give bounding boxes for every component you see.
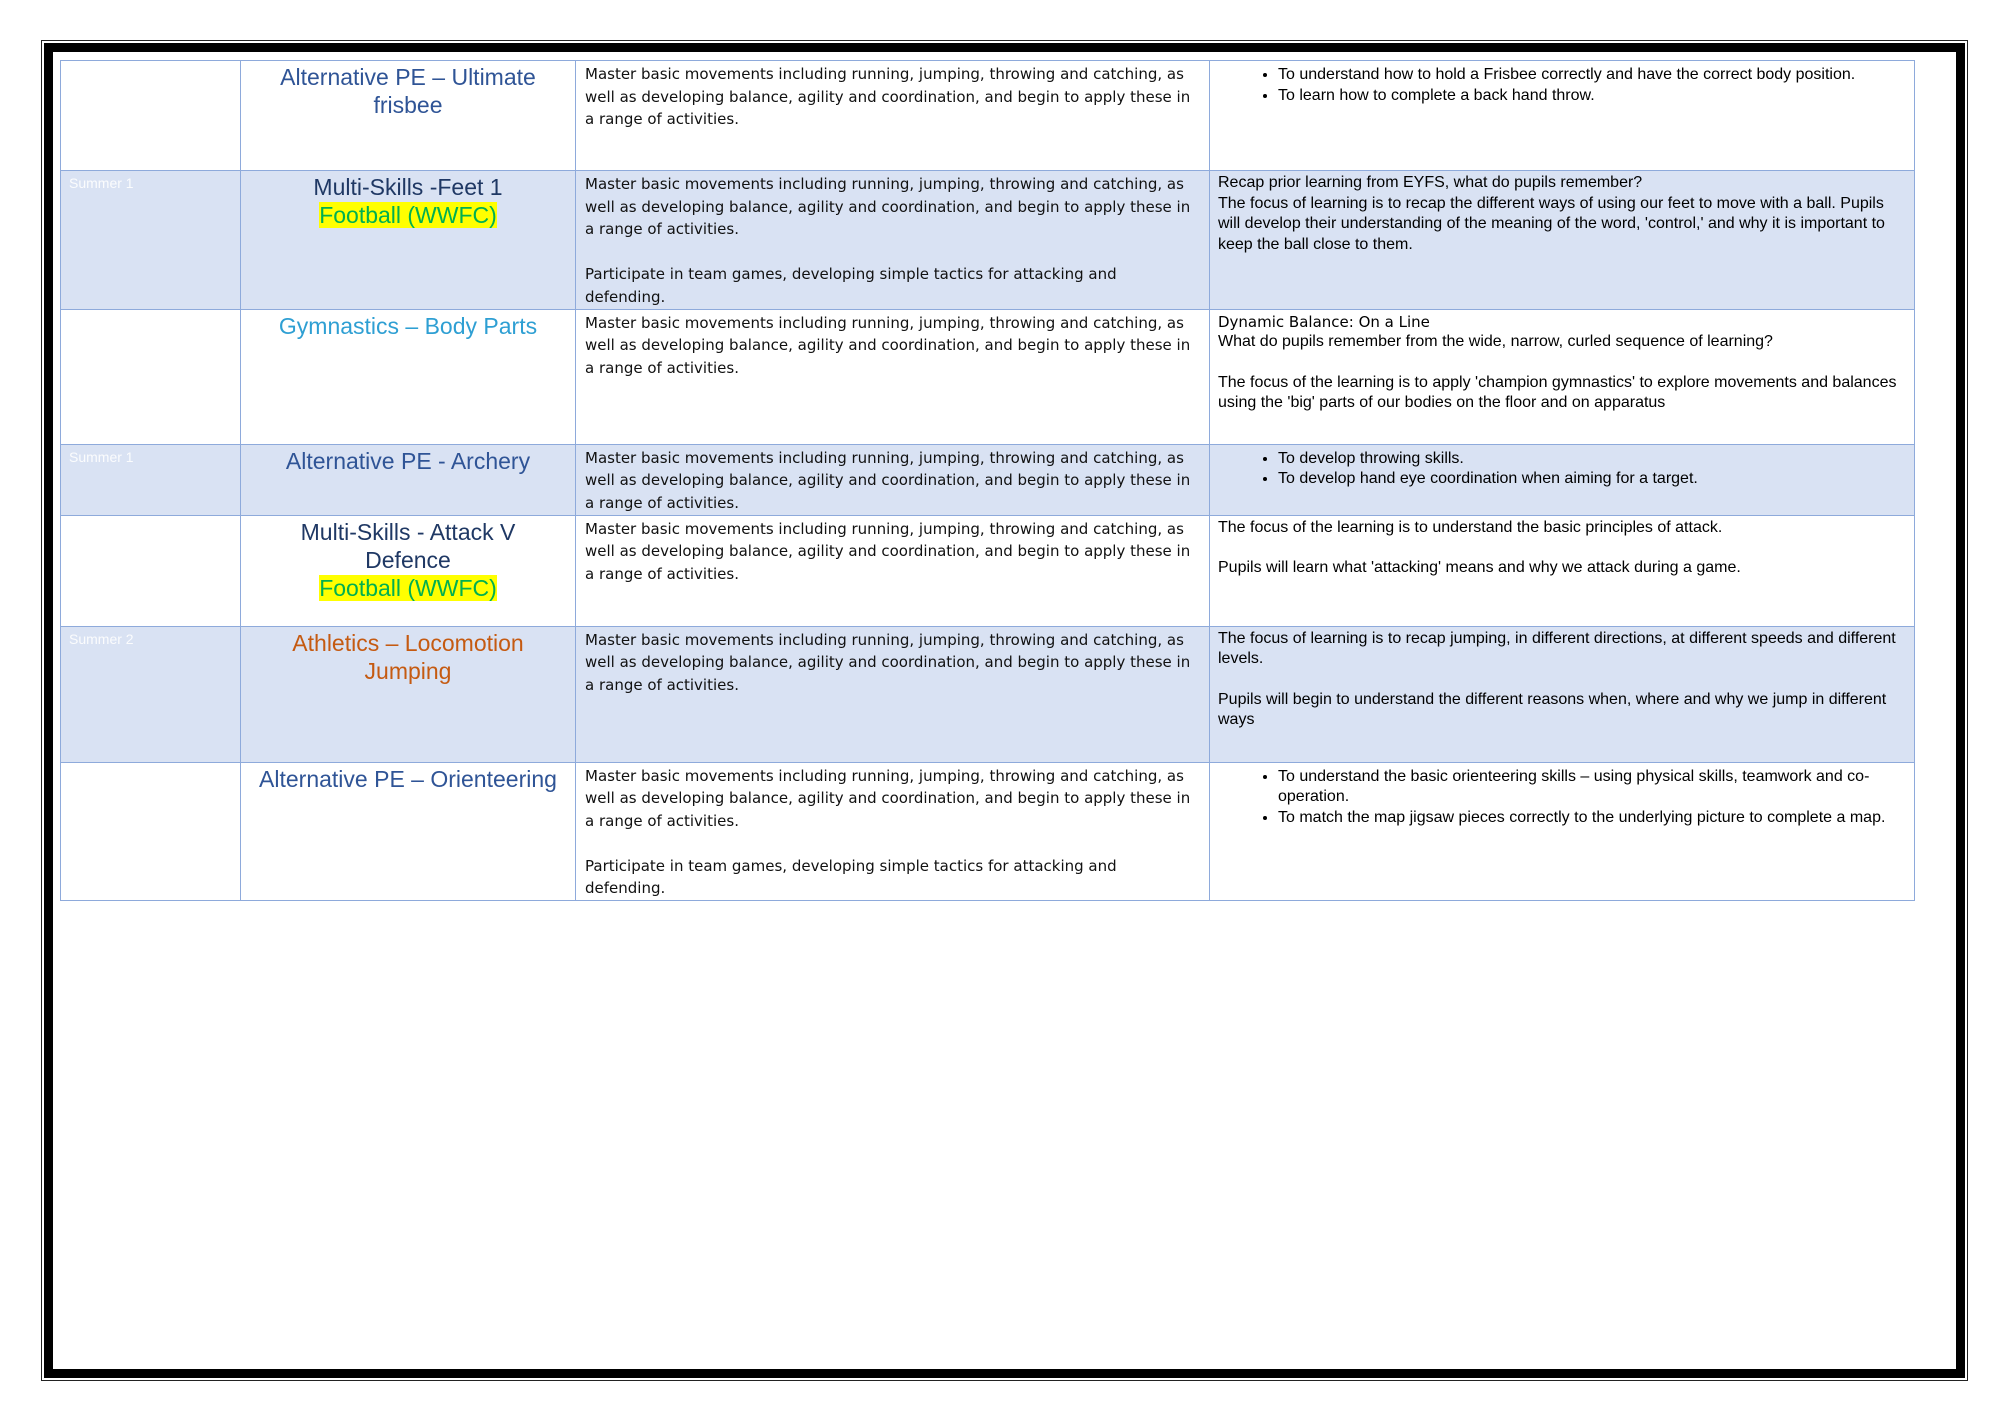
term-cell [61, 61, 241, 171]
table-row [61, 171, 1915, 310]
table-row [61, 309, 1915, 444]
curriculum-cell: Master basic movements including running, jumping, throwing and catching, as well as developing balance, agility and coordination, and begin to apply these in a range of activities. [576, 515, 1210, 626]
objectives-cell: The focus of the learning is to understand the basic principles of attack. Pupils will learn what 'attacking' means and why we attack during a game. [1210, 515, 1915, 626]
unit-cell [241, 61, 576, 171]
unit-cell [241, 626, 576, 762]
curriculum-cell: Master basic movements including running, jumping, throwing and catching, as well as developing balance, agility and coordination, and begin to apply these in a range of activities. Participate in team games, developing simple tactics for attacking and defending. [576, 171, 1210, 310]
list-item: • To understand the basic orienteering skills – using physical skills, teamwork and co-operation. [1278, 767, 1906, 808]
unit-title: Multi-Skills -Feet 1 Football (WWFC) [313, 174, 503, 228]
curriculum-cell: Master basic movements including running, jumping, throwing and catching, as well as developing balance, agility and coordination, and begin to apply these in a range of activities. [576, 444, 1210, 515]
list-item: • To learn how to complete a back hand throw. [1278, 86, 1906, 107]
unit-title: Multi-Skills - Attack V Defence Football (WWFC) [300, 518, 516, 601]
unit-title: Alternative PE - Archery [285, 447, 531, 474]
term-cell [61, 309, 241, 444]
unit-cell [241, 171, 576, 310]
partner-highlight: Football (WWFC) [319, 574, 497, 601]
curriculum-table [60, 60, 1915, 901]
objectives-cell [1210, 444, 1915, 515]
table-row [61, 515, 1915, 626]
unit-cell [241, 444, 576, 515]
curriculum-cell: Master basic movements including running, jumping, throwing and catching, as well as developing balance, agility and coordination, and begin to apply these in a range of activities. Participate in team games, developing simple tactics for attacking and defending. [576, 762, 1210, 901]
objectives-list [1218, 767, 1906, 829]
unit-title: Gymnastics – Body Parts [278, 312, 538, 339]
table-row [61, 762, 1915, 901]
objectives-list [1218, 449, 1906, 490]
term-cell [61, 515, 241, 626]
objectives-cell: Dynamic Balance: On a Line What do pupils remember from the wide, narrow, curled sequence of learning? The focus of the learning is to apply 'champion gymnastics' to explore movements and balances using the 'big' parts of our bodies on the floor and on apparatus [1210, 309, 1915, 444]
table-row [61, 444, 1915, 515]
unit-title: Athletics – Locomotion Jumping [292, 629, 524, 684]
unit-cell [241, 762, 576, 901]
table-row [61, 61, 1915, 171]
unit-title: Alternative PE – Ultimate frisbee [280, 64, 536, 118]
objectives-cell [1210, 61, 1915, 171]
term-cell: Summer 1 [61, 444, 241, 515]
table-row [61, 626, 1915, 762]
list-item: • To match the map jigsaw pieces correctly to the underlying picture to complete a map. [1278, 808, 1906, 829]
objectives-cell [1210, 762, 1915, 901]
term-cell [61, 762, 241, 901]
curriculum-cell: Master basic movements including running, jumping, throwing and catching, as well as developing balance, agility and coordination, and begin to apply these in a range of activities. [576, 309, 1210, 444]
curriculum-cell: Master basic movements including running, jumping, throwing and catching, as well as developing balance, agility and coordination, and begin to apply these in a range of activities. [576, 626, 1210, 762]
unit-cell [241, 309, 576, 444]
objectives-list [1218, 65, 1906, 106]
term-cell: Summer 2 [61, 626, 241, 762]
partner-highlight: Football (WWFC) [319, 202, 497, 228]
curriculum-cell: Master basic movements including running, jumping, throwing and catching, as well as developing balance, agility and coordination, and begin to apply these in a range of activities. [576, 61, 1210, 171]
objectives-cell: The focus of learning is to recap jumping, in different directions, at different speeds and different levels. Pupils will begin to understand the different reasons when, where and why we jump in different ways [1210, 626, 1915, 762]
term-cell: Summer 1 [61, 171, 241, 310]
objectives-cell: Recap prior learning from EYFS, what do pupils remember? The focus of learning is to recap the different ways of using our feet to move with a ball. Pupils will develop their understanding of the meaning of the word, 'control,' and why it is important to keep the ball close to them. [1210, 171, 1915, 310]
list-item: • To understand how to hold a Frisbee correctly and have the correct body position. [1278, 65, 1906, 86]
unit-cell [241, 515, 576, 626]
list-item: • To develop throwing skills. [1278, 449, 1906, 470]
list-item: • To develop hand eye coordination when aiming for a target. [1278, 469, 1906, 490]
unit-title: Alternative PE – Orienteering [259, 765, 557, 792]
